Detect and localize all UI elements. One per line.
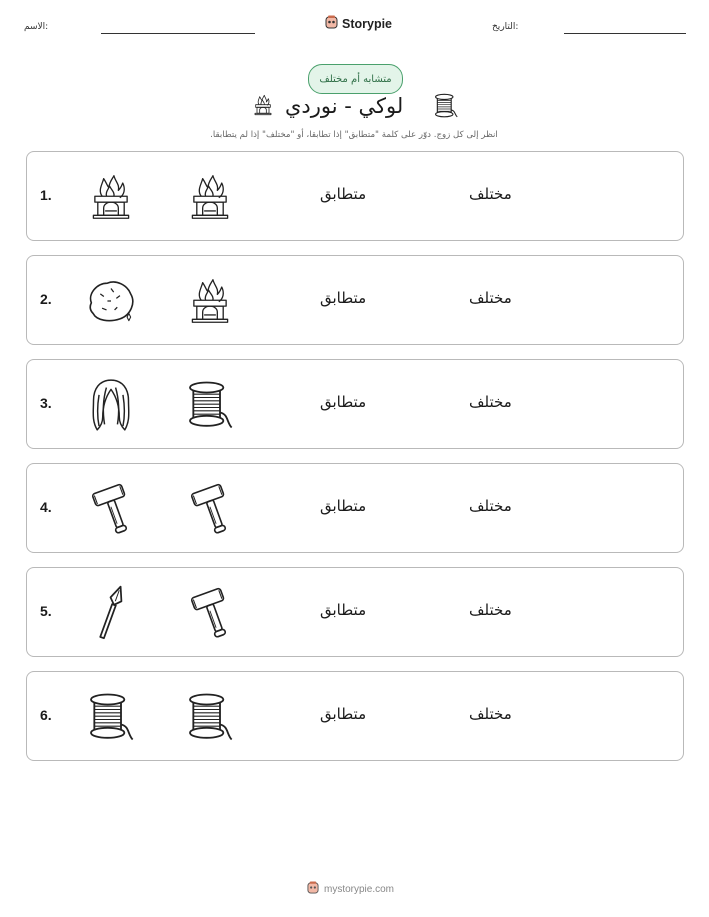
title-forge-icon <box>253 92 273 122</box>
footer <box>307 881 394 897</box>
name-label: الاسم: <box>24 22 49 32</box>
date-line[interactable] <box>564 33 686 34</box>
different-option[interactable]: مختلف <box>469 601 512 619</box>
badge-label: متشابه أم مختلف <box>319 73 392 85</box>
brand <box>325 14 392 33</box>
brand-name: Storypie <box>342 16 393 31</box>
different-option[interactable]: مختلف <box>469 185 512 203</box>
name-line[interactable] <box>101 33 255 34</box>
rock-icon <box>81 270 141 332</box>
question-number: 2. <box>40 291 52 307</box>
hammer-icon <box>81 478 141 540</box>
question-number: 6. <box>40 707 52 723</box>
storypie-logo-icon <box>325 14 338 33</box>
match-option[interactable]: متطابق <box>320 601 367 619</box>
title-spool-icon <box>433 92 459 124</box>
match-option[interactable]: متطابق <box>320 497 367 515</box>
different-option[interactable]: مختلف <box>469 497 512 515</box>
instructions: انظر إلى كل زوج. دوّر على كلمة "متطابق" إذا تطابقا، أو "مختلف" إذا لم يتطابقا. <box>210 130 498 140</box>
spool-icon <box>81 686 141 748</box>
date-label: التاريخ: <box>492 22 519 32</box>
footer-logo-icon <box>307 881 319 897</box>
question-row <box>26 463 684 553</box>
question-row <box>26 255 684 345</box>
forge-icon <box>180 166 240 228</box>
question-number: 1. <box>40 187 52 203</box>
question-row <box>26 671 684 761</box>
different-option[interactable]: مختلف <box>469 289 512 307</box>
question-number: 4. <box>40 499 52 515</box>
hammer-icon <box>180 582 240 644</box>
spool-icon <box>433 92 459 120</box>
match-option[interactable]: متطابق <box>320 705 367 723</box>
forge-icon <box>81 166 141 228</box>
forge-icon <box>253 92 273 118</box>
worksheet-title: لوكي - نوردي <box>285 94 404 118</box>
match-option[interactable]: متطابق <box>320 185 367 203</box>
question-number: 3. <box>40 395 52 411</box>
different-option[interactable]: مختلف <box>469 393 512 411</box>
question-row <box>26 151 684 241</box>
spool-icon <box>180 374 240 436</box>
match-option[interactable]: متطابق <box>320 289 367 307</box>
spool-icon <box>180 686 240 748</box>
match-option[interactable]: متطابق <box>320 393 367 411</box>
footer-url[interactable]: mystorypie.com <box>324 883 395 895</box>
hair-icon <box>81 374 141 436</box>
worksheet-type-badge <box>308 64 403 94</box>
different-option[interactable]: مختلف <box>469 705 512 723</box>
question-row <box>26 359 684 449</box>
forge-icon <box>180 270 240 332</box>
question-number: 5. <box>40 603 52 619</box>
hammer-icon <box>180 478 240 540</box>
spear-icon <box>81 582 141 644</box>
question-row <box>26 567 684 657</box>
